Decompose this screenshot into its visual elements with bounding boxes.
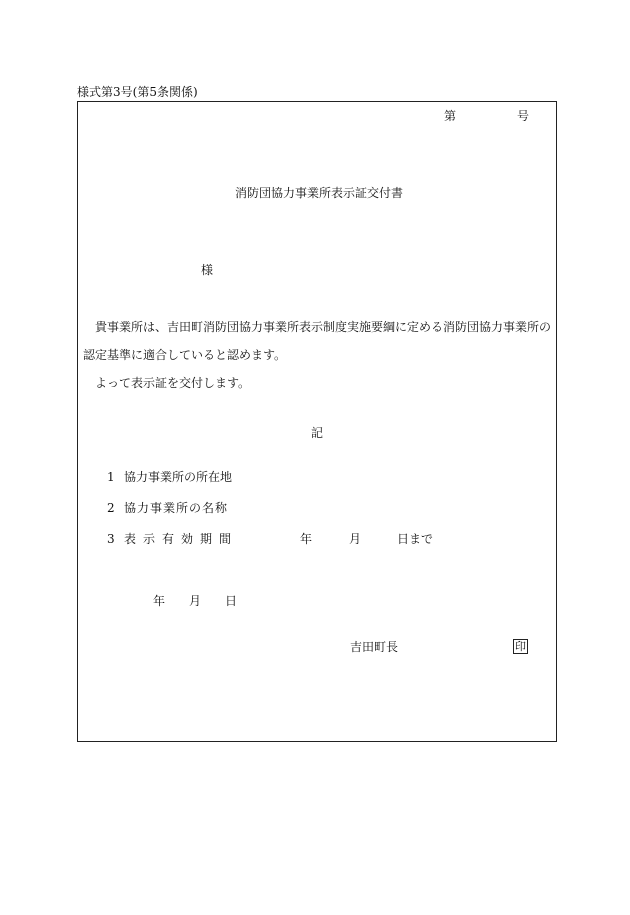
- doc-number-prefix: 第: [444, 109, 457, 123]
- item-3-label: 表示有効期間: [124, 532, 239, 546]
- item-1-number: 1: [107, 470, 115, 484]
- body-line-3: よって表示証を交付します。: [95, 376, 251, 390]
- item-3-number: 3: [107, 532, 115, 546]
- item-1-label: 協力事業所の所在地: [124, 470, 233, 484]
- doc-number-suffix: 号: [517, 109, 530, 123]
- issue-date-day: 日: [225, 594, 238, 608]
- form-number-label: 様式第3号(第5条関係): [77, 85, 198, 99]
- validity-year: 年: [300, 532, 313, 546]
- body-line-1: 貴事業所は、吉田町消防団協力事業所表示制度実施要綱に定める消防団協力事業所の: [95, 320, 552, 334]
- item-2-label: 協力事業所の名称: [124, 501, 229, 515]
- document-title: 消防団協力事業所表示証交付書: [235, 186, 404, 200]
- body-line-2: 認定基準に適合していると認めます。: [83, 348, 287, 362]
- seal-stamp: 印: [515, 640, 526, 653]
- validity-month: 月: [349, 532, 362, 546]
- item-2-number: 2: [107, 501, 115, 515]
- ki-heading: 記: [311, 426, 324, 440]
- validity-day-until: 日まで: [397, 532, 434, 546]
- issue-date-month: 月: [189, 594, 202, 608]
- addressee-suffix: 様: [201, 263, 214, 277]
- issuer-name: 吉田町長: [350, 640, 399, 654]
- issue-date-year: 年: [153, 594, 166, 608]
